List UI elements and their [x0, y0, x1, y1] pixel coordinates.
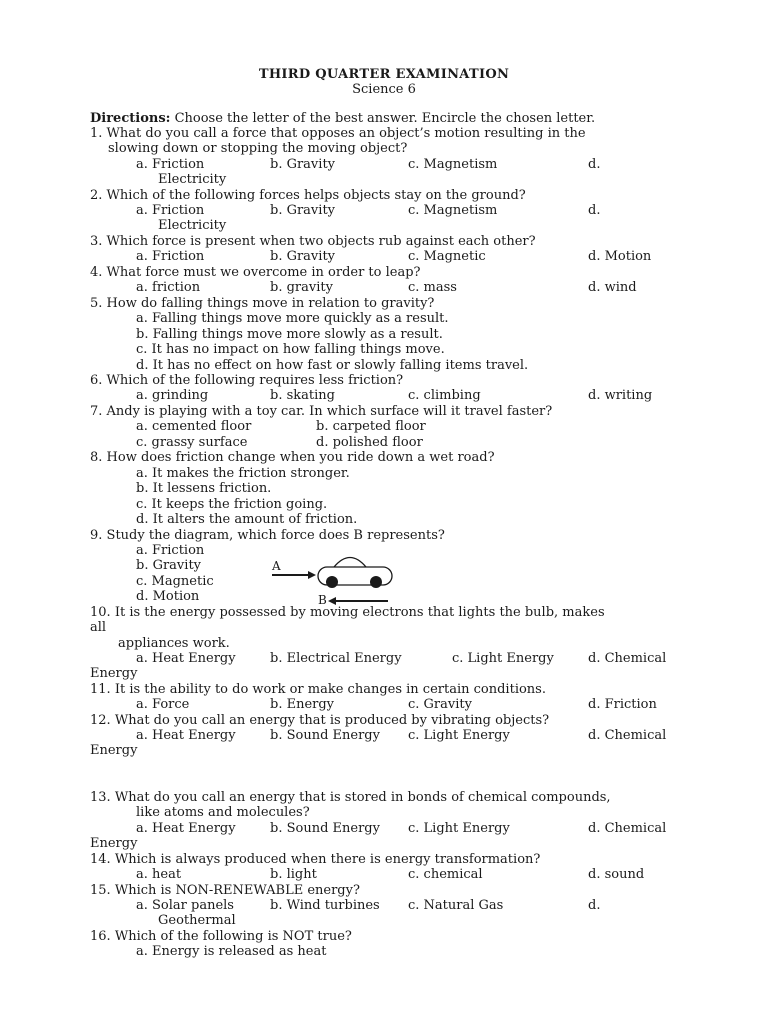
- option-14d[interactable]: d. sound: [588, 867, 645, 882]
- question-text: Which force is present when two objects rub against each other?: [106, 234, 536, 249]
- question-text: What force must we overcome in order to leap?: [106, 265, 421, 280]
- question-number: 15.: [90, 883, 111, 898]
- question-number: 14.: [90, 852, 111, 867]
- option-7c[interactable]: c. grassy surface: [136, 435, 248, 450]
- option-12a[interactable]: a. Heat Energy: [136, 728, 236, 743]
- option-3c[interactable]: c. Magnetic: [408, 249, 486, 264]
- option-7a[interactable]: a. cemented floor: [136, 419, 252, 434]
- question-7: [90, 404, 552, 419]
- option-9b[interactable]: b. Gravity: [136, 558, 202, 573]
- option-4a[interactable]: a. friction: [136, 280, 201, 295]
- option-9c[interactable]: c. Magnetic: [136, 574, 214, 589]
- diagram-label-a: A: [272, 559, 281, 573]
- option-14b[interactable]: b. light: [270, 867, 317, 882]
- force-diagram: [268, 548, 398, 606]
- option-4b[interactable]: b. gravity: [270, 280, 333, 295]
- option-2b[interactable]: b. Gravity: [270, 203, 336, 218]
- question-9: [90, 528, 445, 543]
- option-14c[interactable]: c. chemical: [408, 867, 483, 882]
- question-5: [90, 296, 434, 311]
- question-8: [90, 450, 495, 465]
- question-text: How do falling things move in relation to gravity?: [106, 296, 435, 311]
- option-6c[interactable]: c. climbing: [408, 388, 481, 403]
- option-16a[interactable]: a. Energy is released as heat: [136, 944, 327, 959]
- arrow-b-head: [328, 597, 336, 605]
- question-number: 3.: [90, 234, 103, 249]
- question-text: It is the ability to do work or make changes in certain conditions.: [114, 682, 546, 697]
- question-13-cont: like atoms and molecules?: [136, 805, 310, 820]
- option-2d[interactable]: d.: [588, 203, 601, 218]
- option-13b[interactable]: b. Sound Energy: [270, 821, 380, 836]
- question-number: 8.: [90, 450, 103, 465]
- car-wheel-back: [370, 576, 382, 588]
- option-2c[interactable]: c. Magnetism: [408, 203, 498, 218]
- option-11c[interactable]: c. Gravity: [408, 697, 472, 712]
- option-1b[interactable]: b. Gravity: [270, 157, 336, 172]
- option-1d[interactable]: d.: [588, 157, 601, 172]
- option-9a[interactable]: a. Friction: [136, 543, 205, 558]
- arrow-a-head: [308, 571, 316, 579]
- question-16: [90, 929, 352, 944]
- question-10-cont: appliances work.: [118, 636, 230, 651]
- option-10c[interactable]: c. Light Energy: [452, 651, 554, 666]
- option-12d[interactable]: d. Chemical: [588, 728, 667, 743]
- question-11: [90, 682, 546, 697]
- question-text: Which is always produced when there is energy transformation?: [114, 852, 541, 867]
- option-1a[interactable]: a. Friction: [136, 157, 205, 172]
- option-5d[interactable]: d. It has no effect on how fast or slowly falling items travel.: [136, 358, 529, 373]
- directions-label: Directions:: [90, 111, 171, 126]
- option-3d[interactable]: d. Motion: [588, 249, 652, 264]
- question-number: 10.: [90, 605, 111, 620]
- question-text: Study the diagram, which force does B represents?: [106, 528, 445, 543]
- question-text: How does friction change when you ride down a wet road?: [106, 450, 495, 465]
- car-roof: [334, 558, 366, 568]
- directions: [90, 111, 595, 126]
- option-5c[interactable]: c. It has no impact on how falling things move.: [136, 342, 445, 357]
- option-5b[interactable]: b. Falling things move more slowly as a result.: [136, 327, 443, 342]
- question-number: 11.: [90, 682, 111, 697]
- option-10d-wrap: Energy: [90, 666, 138, 681]
- option-8d[interactable]: d. It alters the amount of friction.: [136, 512, 358, 527]
- diagram-label-b: B: [318, 593, 327, 606]
- option-6b[interactable]: b. skating: [270, 388, 335, 403]
- option-4d[interactable]: d. wind: [588, 280, 637, 295]
- option-1d-wrap: Electricity: [158, 172, 227, 187]
- option-3b[interactable]: b. Gravity: [270, 249, 336, 264]
- option-13d[interactable]: d. Chemical: [588, 821, 667, 836]
- question-1: [90, 126, 586, 141]
- option-6a[interactable]: a. grinding: [136, 388, 209, 403]
- question-14: [90, 852, 540, 867]
- option-8b[interactable]: b. It lessens friction.: [136, 481, 272, 496]
- option-13d-wrap: Energy: [90, 836, 138, 851]
- directions-text: Choose the letter of the best answer. Encircle the chosen letter.: [174, 111, 596, 126]
- question-13: [90, 790, 611, 805]
- question-2: [90, 188, 526, 203]
- option-6d[interactable]: d. writing: [588, 388, 653, 403]
- option-2a[interactable]: a. Friction: [136, 203, 205, 218]
- option-1c[interactable]: c. Magnetism: [408, 157, 498, 172]
- option-11d[interactable]: d. Friction: [588, 697, 657, 712]
- option-10d[interactable]: d. Chemical: [588, 651, 667, 666]
- question-number: 2.: [90, 188, 103, 203]
- option-15d-wrap: Geothermal: [158, 913, 236, 928]
- question-number: 13.: [90, 790, 111, 805]
- car-wheel-front: [326, 576, 338, 588]
- question-6: [90, 373, 403, 388]
- question-text: Which is NON-RENEWABLE energy?: [114, 883, 360, 898]
- option-13a[interactable]: a. Heat Energy: [136, 821, 236, 836]
- question-1-cont: slowing down or stopping the moving object?: [108, 141, 408, 156]
- option-12c[interactable]: c. Light Energy: [408, 728, 510, 743]
- exam-title: THIRD QUARTER EXAMINATION: [258, 67, 510, 82]
- option-12d-wrap: Energy: [90, 743, 138, 758]
- option-2d-wrap: Electricity: [158, 218, 227, 233]
- option-7d[interactable]: d. polished floor: [316, 435, 423, 450]
- question-3: [90, 234, 536, 249]
- question-text: What do you call an energy that is stored in bonds of chemical compounds,: [114, 790, 611, 805]
- question-number: 4.: [90, 265, 103, 280]
- option-8c[interactable]: c. It keeps the friction going.: [136, 497, 328, 512]
- option-14a[interactable]: a. heat: [136, 867, 182, 882]
- option-13c[interactable]: c. Light Energy: [408, 821, 510, 836]
- option-3a[interactable]: a. Friction: [136, 249, 205, 264]
- question-text: Which of the following is NOT true?: [114, 929, 352, 944]
- question-15: [90, 883, 360, 898]
- option-7b[interactable]: b. carpeted floor: [316, 419, 426, 434]
- question-number: 5.: [90, 296, 103, 311]
- question-number: 6.: [90, 373, 103, 388]
- question-number: 9.: [90, 528, 103, 543]
- option-10b[interactable]: b. Electrical Energy: [270, 651, 402, 666]
- question-text: What do you call a force that opposes an object’s motion resulting in the: [106, 126, 586, 141]
- question-text: Andy is playing with a toy car. In which surface will it travel faster?: [106, 404, 553, 419]
- option-15d[interactable]: d.: [588, 898, 601, 913]
- question-number: 7.: [90, 404, 103, 419]
- question-10-wrap: all: [90, 620, 107, 635]
- option-11b[interactable]: b. Energy: [270, 697, 335, 712]
- question-text: It is the energy possessed by moving electrons that lights the bulb, makes: [114, 605, 605, 620]
- question-number: 16.: [90, 929, 111, 944]
- question-10: [90, 605, 605, 620]
- option-15c[interactable]: c. Natural Gas: [408, 898, 504, 913]
- option-4c[interactable]: c. mass: [408, 280, 457, 295]
- question-text: What do you call an energy that is produced by vibrating objects?: [114, 713, 550, 728]
- option-5a[interactable]: a. Falling things move more quickly as a result.: [136, 311, 449, 326]
- option-11a[interactable]: a. Force: [136, 697, 190, 712]
- option-12b[interactable]: b. Sound Energy: [270, 728, 380, 743]
- option-10a[interactable]: a. Heat Energy: [136, 651, 236, 666]
- question-4: [90, 265, 421, 280]
- option-15b[interactable]: b. Wind turbines: [270, 898, 380, 913]
- question-12: [90, 713, 549, 728]
- question-text: Which of the following forces helps objects stay on the ground?: [106, 188, 526, 203]
- question-number: 12.: [90, 713, 111, 728]
- option-15a[interactable]: a. Solar panels: [136, 898, 234, 913]
- option-8a[interactable]: a. It makes the friction stronger.: [136, 466, 350, 481]
- question-number: 1.: [90, 126, 103, 141]
- question-text: Which of the following requires less friction?: [106, 373, 404, 388]
- exam-subject: Science 6: [352, 82, 416, 97]
- option-9d[interactable]: d. Motion: [136, 589, 200, 604]
